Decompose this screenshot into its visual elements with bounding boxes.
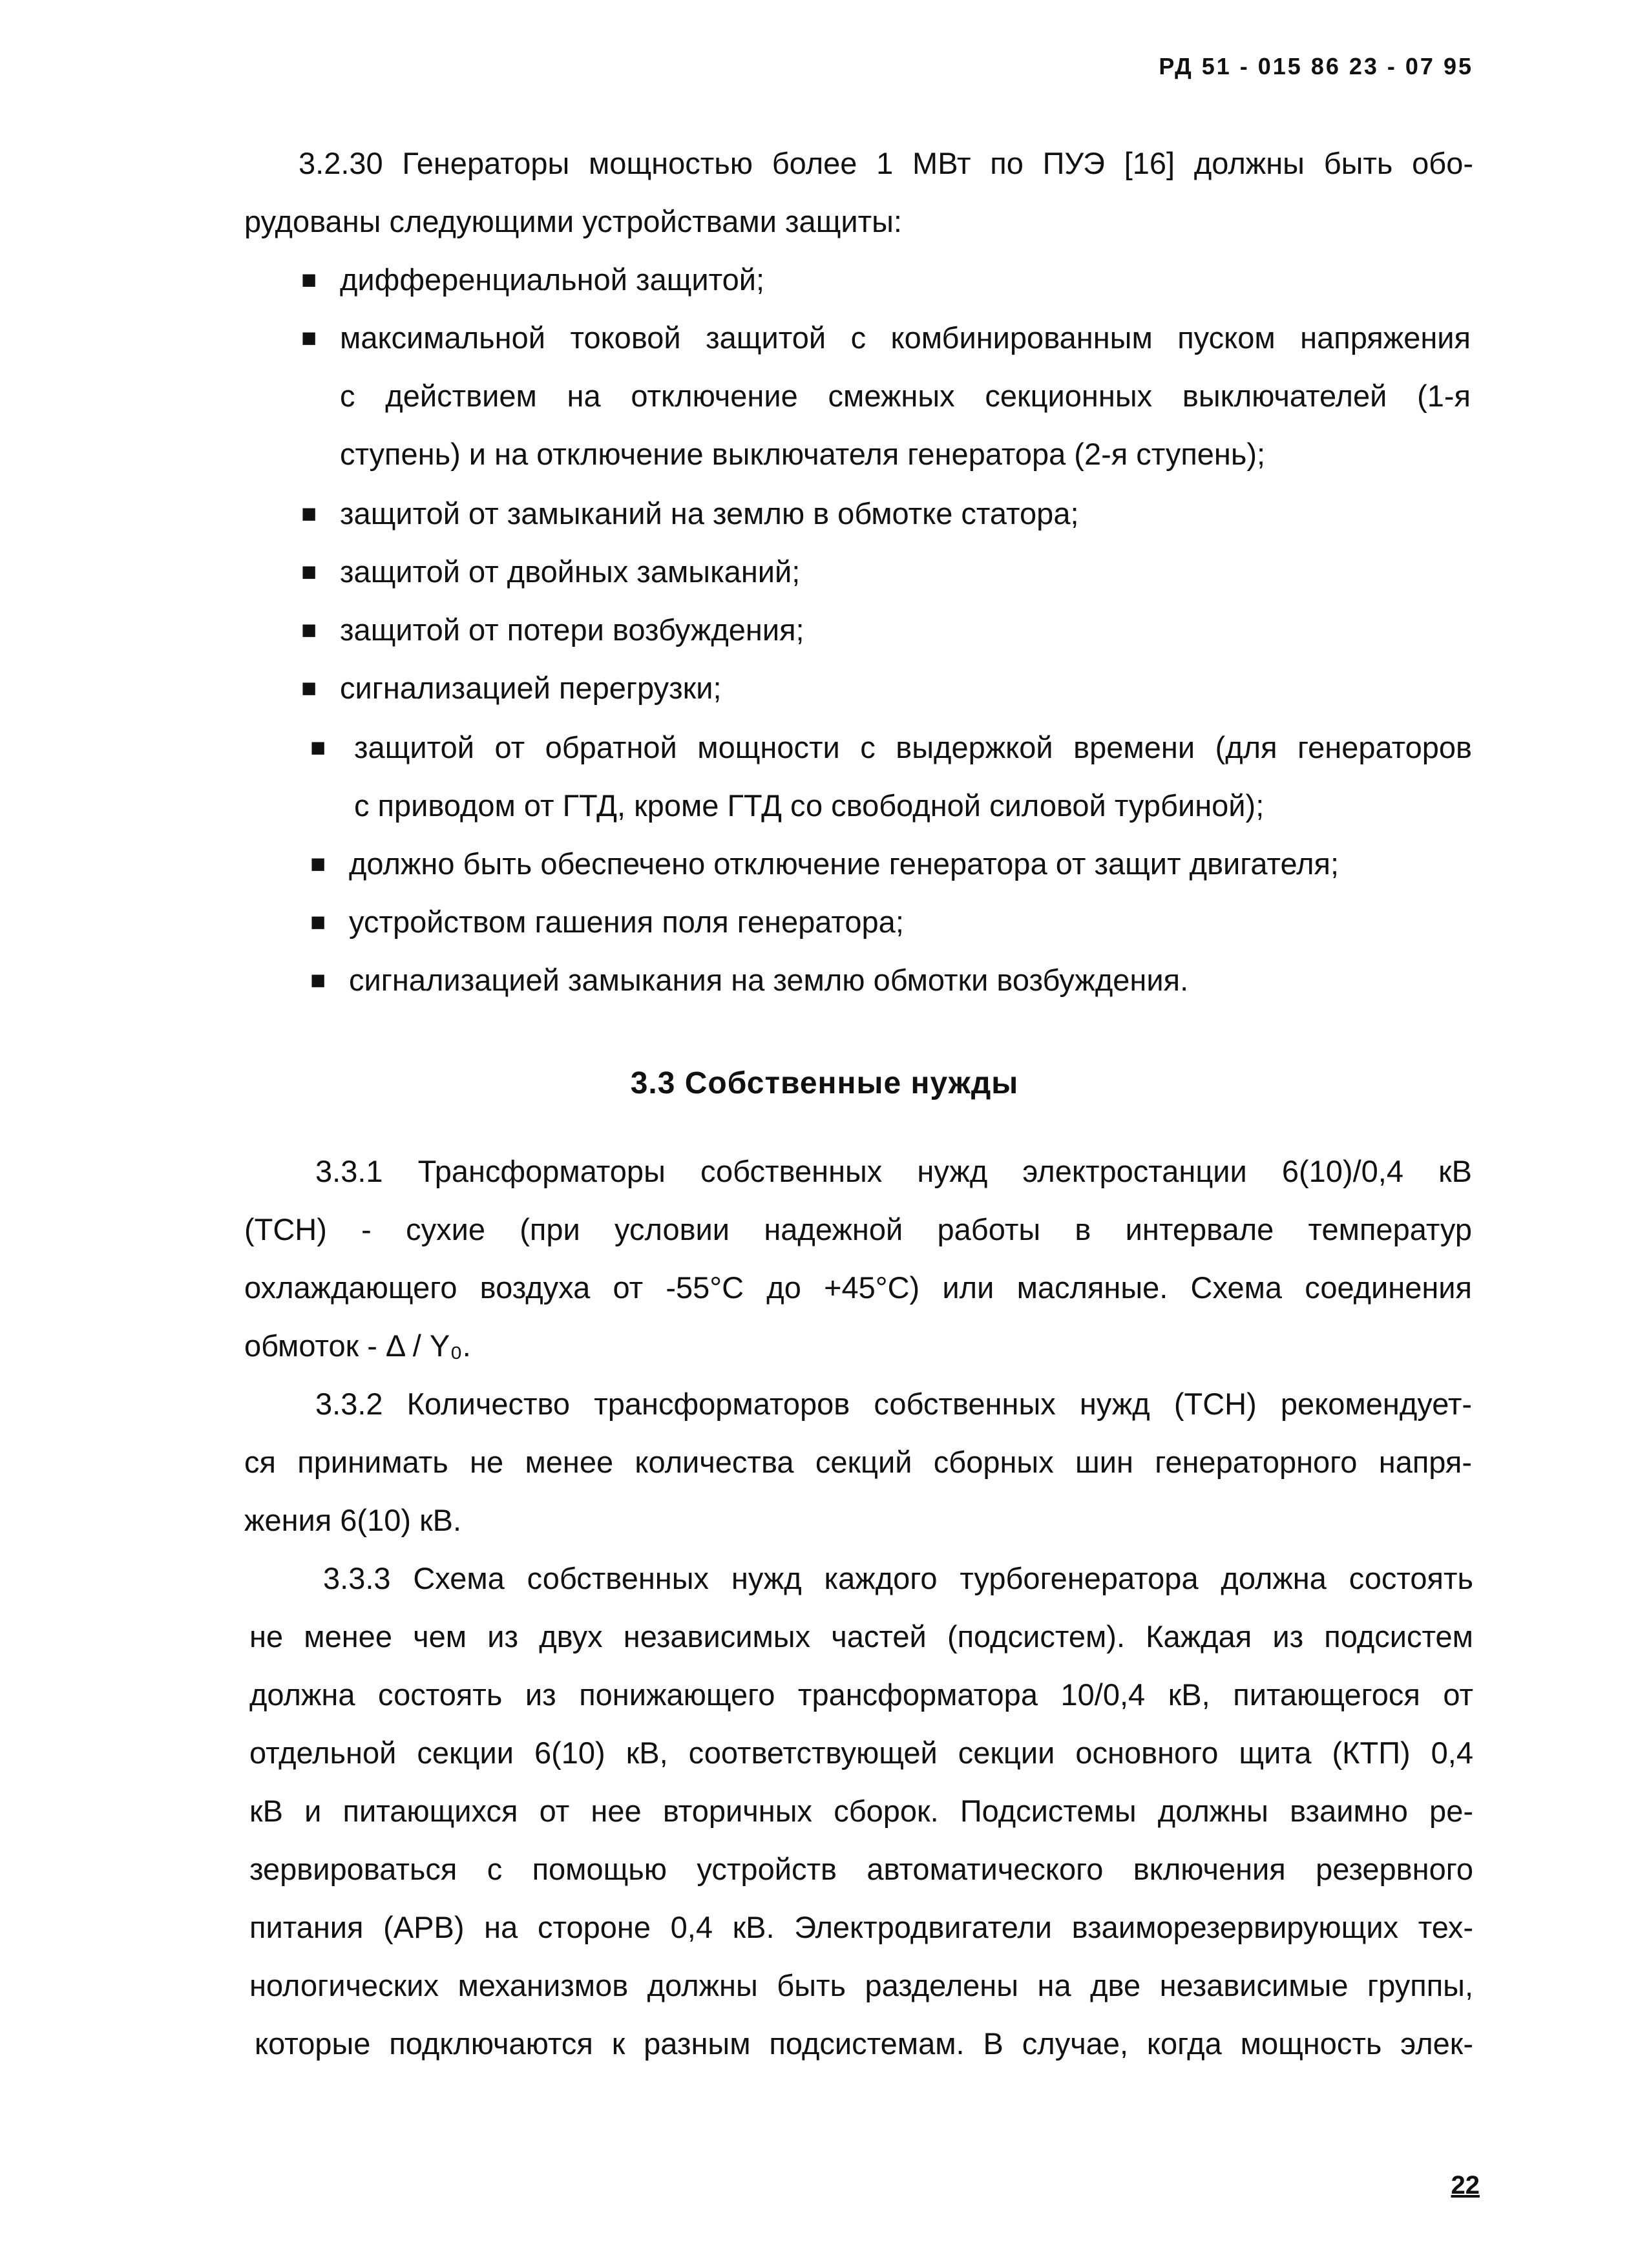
list-item-text: защитой от потери возбуждения; — [340, 613, 804, 647]
list-item-text: должно быть обеспечено отключение генератора от защит двигателя; — [349, 846, 1339, 881]
text-line: питания (АРВ) на стороне 0,4 кВ. Электродвигатели взаиморезервирующих тех- — [249, 1910, 1473, 1944]
text-line: нологических механизмов должны быть разделены на две независимые группы, — [249, 1968, 1473, 2002]
bullet-square-icon: ■ — [301, 266, 317, 294]
text-line: охлаждающего воздуха от -55°С до +45°С) или масляные. Схема соединения — [244, 1270, 1472, 1305]
text-line: должна состоять из понижающего трансформатора 10/0,4 кВ, питающегося от — [249, 1677, 1473, 1712]
list-item-text: устройством гашения поля генератора; — [349, 905, 904, 939]
list-item-text: дифференциальной защитой; — [340, 262, 765, 297]
list-item-text: защитой от замыканий на землю в обмотке статора; — [340, 496, 1079, 530]
section-heading: 3.3 Собственные нужды — [630, 1066, 1019, 1100]
bullet-square-icon: ■ — [301, 674, 317, 702]
bullet-square-icon: ■ — [310, 908, 326, 936]
text-line: ся принимать не менее количества секций сборных шин генераторного напря- — [244, 1445, 1472, 1479]
bullet-square-icon: ■ — [301, 558, 317, 586]
text-line: 3.3.3 Схема собственных нужд каждого турбогенератора должна состоять — [323, 1561, 1473, 1595]
list-item-text: с приводом от ГТД, кроме ГТД со свободной силовой турбиной); — [354, 788, 1265, 823]
text-line: не менее чем из двух независимых частей (подсистем). Каждая из подсистем — [249, 1619, 1473, 1654]
text-line: 3.2.30 Генераторы мощностью более 1 МВт по ПУЭ [16] должны быть обо- — [299, 146, 1473, 180]
list-item-text: максимальной токовой защитой с комбинированным пуском напряжения — [340, 320, 1471, 355]
list-item-text: сигнализацией перегрузки; — [340, 671, 722, 705]
text-line: (ТСН) - сухие (при условии надежной работы в интервале температур — [244, 1212, 1472, 1246]
list-item-text: сигнализацией замыкания на землю обмотки возбуждения. — [349, 963, 1189, 997]
page-number: 22 — [1451, 2171, 1480, 2200]
text-line: жения 6(10) кВ. — [244, 1503, 462, 1537]
bullet-square-icon: ■ — [301, 499, 317, 528]
bullet-square-icon: ■ — [310, 966, 326, 994]
bullet-square-icon: ■ — [310, 850, 326, 878]
text-line: отдельной секции 6(10) кВ, соответствующей секции основного щита (КТП) 0,4 — [249, 1736, 1473, 1770]
text-line: зервироваться с помощью устройств автоматического включения резервного — [249, 1852, 1473, 1886]
text-line: 3.3.1 Трансформаторы собственных нужд электростанции 6(10)/0,4 кВ — [315, 1154, 1472, 1188]
document-code: РД 51 - 015 86 23 - 07 95 — [1159, 53, 1473, 79]
text-line: рудованы следующими устройствами защиты: — [244, 204, 902, 238]
text-line: кВ и питающихся от нее вторичных сборок. Подсистемы должны взаимно ре- — [249, 1794, 1473, 1828]
bullet-square-icon: ■ — [310, 733, 326, 762]
bullet-square-icon: ■ — [301, 324, 317, 352]
text-line: которые подключаются к разным подсистемам. В случае, когда мощность элек- — [255, 2026, 1473, 2061]
bullet-square-icon: ■ — [301, 616, 317, 644]
list-item-text: защитой от обратной мощности с выдержкой времени (для генераторов — [354, 730, 1472, 764]
list-item-text: ступень) и на отключение выключателя генератора (2-я ступень); — [340, 437, 1266, 471]
text-line: обмоток - Δ / Y₀. — [244, 1328, 471, 1363]
list-item-text: с действием на отключение смежных секционных выключателей (1-я — [340, 379, 1471, 413]
list-item-text: защитой от двойных замыканий; — [340, 554, 801, 589]
text-line: 3.3.2 Количество трансформаторов собственных нужд (ТСН) рекомендует- — [315, 1387, 1472, 1421]
